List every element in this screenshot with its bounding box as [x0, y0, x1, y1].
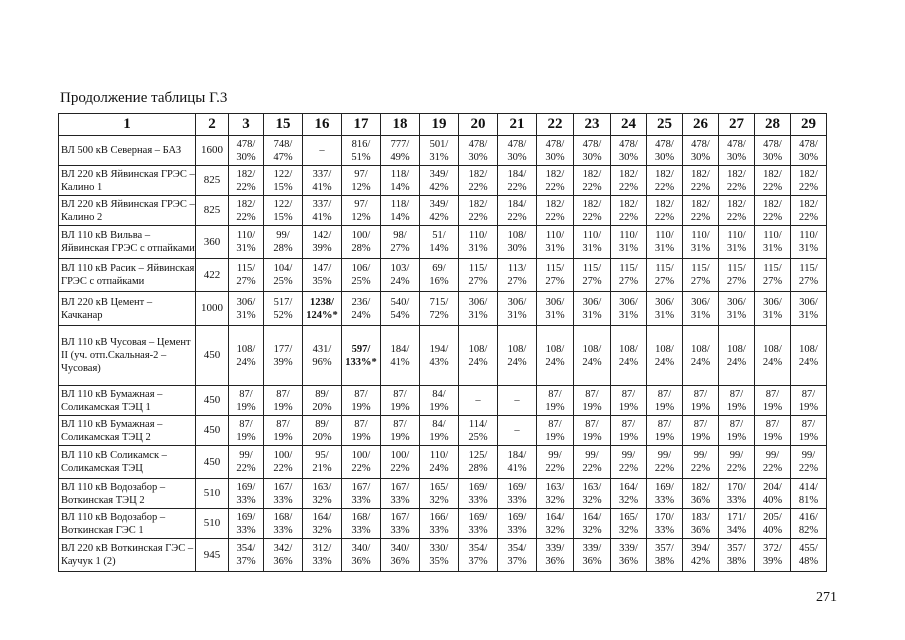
line-length-cell: 825: [196, 166, 229, 196]
load-cell: 431/ 96%: [303, 326, 342, 386]
load-cell: 118/ 14%: [381, 196, 420, 226]
load-cell: 330/ 35%: [420, 539, 459, 572]
load-cell: 164/ 32%: [574, 509, 611, 539]
line-length-cell: 450: [196, 416, 229, 446]
load-cell: –: [459, 386, 498, 416]
load-cell: 115/ 27%: [611, 259, 647, 292]
load-cell: 171/ 34%: [719, 509, 755, 539]
load-cell: 87/ 19%: [719, 386, 755, 416]
column-header: 20: [459, 114, 498, 136]
load-cell: 142/ 39%: [303, 226, 342, 259]
load-cell: 478/ 30%: [647, 136, 683, 166]
load-cell: 87/ 19%: [537, 416, 574, 446]
line-length-cell: 510: [196, 479, 229, 509]
load-cell: 87/ 19%: [574, 386, 611, 416]
load-cell: 169/ 33%: [229, 509, 264, 539]
load-cell: 478/ 30%: [719, 136, 755, 166]
load-cell: 100/ 22%: [264, 446, 303, 479]
load-cell: 110/ 24%: [420, 446, 459, 479]
line-name-cell: ВЛ 110 кВ Бумажная – Соликамская ТЭЦ 1: [59, 386, 196, 416]
load-cell: 357/ 38%: [647, 539, 683, 572]
load-cell: 99/ 22%: [229, 446, 264, 479]
load-cell: 87/ 19%: [755, 386, 791, 416]
load-cell: –: [498, 416, 537, 446]
load-cell: 108/ 24%: [537, 326, 574, 386]
load-cell: 339/ 36%: [537, 539, 574, 572]
load-cell: 87/ 19%: [574, 416, 611, 446]
load-cell: 748/ 47%: [264, 136, 303, 166]
load-cell: 478/ 30%: [537, 136, 574, 166]
load-cell: 87/ 19%: [647, 416, 683, 446]
load-cell: 306/ 31%: [791, 292, 827, 326]
load-cell: 87/ 19%: [342, 416, 381, 446]
column-header: 2: [196, 114, 229, 136]
load-cell: 87/ 19%: [791, 416, 827, 446]
load-cell: 108/ 24%: [574, 326, 611, 386]
load-cell: 354/ 37%: [459, 539, 498, 572]
table-row: [59, 509, 827, 539]
load-cell: 182/ 22%: [755, 196, 791, 226]
column-header: 17: [342, 114, 381, 136]
load-cell: 182/ 22%: [459, 196, 498, 226]
line-length-cell: 450: [196, 386, 229, 416]
load-cell: 163/ 32%: [574, 479, 611, 509]
load-cell: 164/ 32%: [303, 509, 342, 539]
load-cell: 97/ 12%: [342, 166, 381, 196]
load-cell: 184/ 41%: [381, 326, 420, 386]
line-name-cell: ВЛ 220 кВ Цемент – Качканар: [59, 292, 196, 326]
load-cell: 167/ 33%: [381, 509, 420, 539]
load-cell: 182/ 22%: [574, 196, 611, 226]
load-cell: 165/ 32%: [611, 509, 647, 539]
load-cell: 170/ 33%: [647, 509, 683, 539]
table-row: [59, 539, 827, 572]
load-cell: 337/ 41%: [303, 196, 342, 226]
line-name-cell: ВЛ 220 кВ Воткинская ГЭС – Каучук 1 (2): [59, 539, 196, 572]
load-cell: 164/ 32%: [611, 479, 647, 509]
table-caption: Продолжение таблицы Г.3: [60, 90, 228, 106]
load-cell: 816/ 51%: [342, 136, 381, 166]
load-cell: 501/ 31%: [420, 136, 459, 166]
load-cell: 182/ 22%: [537, 166, 574, 196]
line-length-cell: 510: [196, 509, 229, 539]
load-cell: 108/ 24%: [647, 326, 683, 386]
load-cell: 183/ 36%: [683, 509, 719, 539]
load-cell: 99/ 28%: [264, 226, 303, 259]
column-header: 3: [229, 114, 264, 136]
load-cell: 99/ 22%: [791, 446, 827, 479]
load-cell: 108/ 24%: [229, 326, 264, 386]
load-cell: 342/ 36%: [264, 539, 303, 572]
load-cell: 84/ 19%: [420, 386, 459, 416]
table-row: [59, 479, 827, 509]
load-cell: 110/ 31%: [459, 226, 498, 259]
load-cell: 777/ 49%: [381, 136, 420, 166]
load-cell: 87/ 19%: [647, 386, 683, 416]
load-cell: 87/ 19%: [229, 386, 264, 416]
load-cell: 108/ 24%: [611, 326, 647, 386]
load-cell: 122/ 15%: [264, 196, 303, 226]
load-cell: 357/ 38%: [719, 539, 755, 572]
load-cell: 115/ 27%: [683, 259, 719, 292]
line-name-cell: ВЛ 220 кВ Яйвинская ГРЭС – Калино 1: [59, 166, 196, 196]
load-cell: 236/ 24%: [342, 292, 381, 326]
load-cell: 478/ 30%: [459, 136, 498, 166]
column-header: 27: [719, 114, 755, 136]
load-cell: 108/ 24%: [755, 326, 791, 386]
line-name-cell: ВЛ 110 кВ Расик – Яйвинская ГРЭС с отпайками: [59, 259, 196, 292]
header-row: [59, 114, 827, 136]
load-cell: 204/ 40%: [755, 479, 791, 509]
column-header: 24: [611, 114, 647, 136]
load-cell: 167/ 33%: [264, 479, 303, 509]
table-row: [59, 226, 827, 259]
load-cell: 478/ 30%: [755, 136, 791, 166]
load-cell: 89/ 20%: [303, 386, 342, 416]
load-cell: 169/ 33%: [229, 479, 264, 509]
load-cell: 517/ 52%: [264, 292, 303, 326]
load-cell: 182/ 22%: [611, 166, 647, 196]
line-length-cell: 422: [196, 259, 229, 292]
load-cell: 87/ 19%: [611, 386, 647, 416]
load-cell: 182/ 22%: [683, 166, 719, 196]
load-cell: 414/ 81%: [791, 479, 827, 509]
line-name-cell: ВЛ 500 кВ Северная – БАЗ: [59, 136, 196, 166]
load-cell: 99/ 22%: [574, 446, 611, 479]
data-table: [58, 113, 827, 572]
load-cell: 306/ 31%: [574, 292, 611, 326]
load-cell: 125/ 28%: [459, 446, 498, 479]
line-name-cell: ВЛ 110 кВ Водозабор – Воткинская ГЭС 1: [59, 509, 196, 539]
load-cell: 182/ 22%: [229, 166, 264, 196]
load-cell: 1238/ 124%*: [303, 292, 342, 326]
table-row: [59, 136, 827, 166]
load-cell: 115/ 27%: [537, 259, 574, 292]
load-cell: 114/ 25%: [459, 416, 498, 446]
load-cell: 99/ 22%: [611, 446, 647, 479]
load-cell: 51/ 14%: [420, 226, 459, 259]
load-cell: 110/ 31%: [719, 226, 755, 259]
load-cell: 87/ 19%: [264, 386, 303, 416]
load-cell: 110/ 31%: [611, 226, 647, 259]
load-cell: 115/ 27%: [719, 259, 755, 292]
line-length-cell: 360: [196, 226, 229, 259]
load-cell: –: [303, 136, 342, 166]
load-cell: 118/ 14%: [381, 166, 420, 196]
load-cell: 340/ 36%: [342, 539, 381, 572]
load-cell: 163/ 32%: [303, 479, 342, 509]
load-cell: 87/ 19%: [791, 386, 827, 416]
load-cell: 478/ 30%: [683, 136, 719, 166]
load-cell: 597/ 133%*: [342, 326, 381, 386]
load-cell: 108/ 24%: [791, 326, 827, 386]
load-cell: 182/ 22%: [791, 196, 827, 226]
load-cell: 165/ 32%: [420, 479, 459, 509]
load-cell: 306/ 31%: [647, 292, 683, 326]
load-cell: 182/ 22%: [537, 196, 574, 226]
load-cell: 115/ 27%: [791, 259, 827, 292]
load-cell: 99/ 22%: [683, 446, 719, 479]
column-header: 25: [647, 114, 683, 136]
line-length-cell: 450: [196, 326, 229, 386]
load-cell: 108/ 24%: [719, 326, 755, 386]
load-cell: 170/ 33%: [719, 479, 755, 509]
load-cell: 340/ 36%: [381, 539, 420, 572]
table-row: [59, 166, 827, 196]
load-cell: 182/ 22%: [574, 166, 611, 196]
load-cell: 478/ 30%: [791, 136, 827, 166]
column-header: 22: [537, 114, 574, 136]
load-cell: 100/ 28%: [342, 226, 381, 259]
load-cell: 87/ 19%: [537, 386, 574, 416]
load-cell: 194/ 43%: [420, 326, 459, 386]
load-cell: 306/ 31%: [719, 292, 755, 326]
load-cell: 478/ 30%: [498, 136, 537, 166]
load-cell: 339/ 36%: [611, 539, 647, 572]
load-cell: 169/ 33%: [498, 509, 537, 539]
load-cell: 99/ 22%: [537, 446, 574, 479]
load-cell: 167/ 33%: [381, 479, 420, 509]
load-cell: 108/ 24%: [498, 326, 537, 386]
load-cell: 113/ 27%: [498, 259, 537, 292]
load-cell: 122/ 15%: [264, 166, 303, 196]
load-cell: 89/ 20%: [303, 416, 342, 446]
table-row: [59, 259, 827, 292]
load-cell: 87/ 19%: [611, 416, 647, 446]
load-cell: 455/ 48%: [791, 539, 827, 572]
load-cell: 182/ 22%: [229, 196, 264, 226]
load-cell: 182/ 22%: [719, 166, 755, 196]
table-row: [59, 446, 827, 479]
load-cell: 715/ 72%: [420, 292, 459, 326]
load-cell: 169/ 33%: [647, 479, 683, 509]
line-name-cell: ВЛ 110 кВ Соликамск – Соликамская ТЭЦ: [59, 446, 196, 479]
line-name-cell: ВЛ 110 кВ Чусовая – Цемент II (уч. отп.Скальная-2 – Чусовая): [59, 326, 196, 386]
load-cell: 97/ 12%: [342, 196, 381, 226]
load-cell: 106/ 25%: [342, 259, 381, 292]
load-cell: 110/ 31%: [229, 226, 264, 259]
load-cell: 110/ 31%: [791, 226, 827, 259]
load-cell: 182/ 22%: [683, 196, 719, 226]
load-cell: 184/ 22%: [498, 166, 537, 196]
load-cell: 306/ 31%: [498, 292, 537, 326]
load-cell: 87/ 19%: [381, 416, 420, 446]
load-cell: 306/ 31%: [459, 292, 498, 326]
load-cell: 110/ 31%: [683, 226, 719, 259]
load-cell: 95/ 21%: [303, 446, 342, 479]
load-cell: 169/ 33%: [459, 509, 498, 539]
load-cell: 99/ 22%: [719, 446, 755, 479]
load-cell: 115/ 27%: [647, 259, 683, 292]
column-header: 26: [683, 114, 719, 136]
load-cell: 312/ 33%: [303, 539, 342, 572]
load-cell: 182/ 22%: [459, 166, 498, 196]
column-header: 15: [264, 114, 303, 136]
load-cell: 167/ 33%: [342, 479, 381, 509]
load-cell: 182/ 36%: [683, 479, 719, 509]
load-cell: 87/ 19%: [381, 386, 420, 416]
load-cell: 306/ 31%: [611, 292, 647, 326]
load-cell: 169/ 33%: [498, 479, 537, 509]
load-cell: 478/ 30%: [229, 136, 264, 166]
line-length-cell: 825: [196, 196, 229, 226]
load-cell: 99/ 22%: [755, 446, 791, 479]
load-cell: 110/ 31%: [647, 226, 683, 259]
load-cell: 84/ 19%: [420, 416, 459, 446]
load-cell: 87/ 19%: [342, 386, 381, 416]
load-cell: 416/ 82%: [791, 509, 827, 539]
load-cell: 337/ 41%: [303, 166, 342, 196]
load-cell: 87/ 19%: [264, 416, 303, 446]
load-cell: 169/ 33%: [459, 479, 498, 509]
load-cell: 100/ 22%: [342, 446, 381, 479]
load-cell: 478/ 30%: [574, 136, 611, 166]
column-header: 16: [303, 114, 342, 136]
load-cell: 69/ 16%: [420, 259, 459, 292]
load-cell: 163/ 32%: [537, 479, 574, 509]
line-name-cell: ВЛ 220 кВ Яйвинская ГРЭС – Калино 2: [59, 196, 196, 226]
load-cell: 306/ 31%: [229, 292, 264, 326]
load-cell: 108/ 24%: [683, 326, 719, 386]
load-cell: 87/ 19%: [719, 416, 755, 446]
load-cell: 205/ 40%: [755, 509, 791, 539]
line-name-cell: ВЛ 110 кВ Водозабор – Воткинская ТЭЦ 2: [59, 479, 196, 509]
column-header: 28: [755, 114, 791, 136]
load-cell: 166/ 33%: [420, 509, 459, 539]
line-length-cell: 1000: [196, 292, 229, 326]
column-header: 1: [59, 114, 196, 136]
load-cell: 177/ 39%: [264, 326, 303, 386]
load-cell: 87/ 19%: [683, 416, 719, 446]
load-cell: 349/ 42%: [420, 196, 459, 226]
table-row: [59, 292, 827, 326]
line-length-cell: 450: [196, 446, 229, 479]
page-number: 271: [816, 590, 837, 605]
load-cell: 104/ 25%: [264, 259, 303, 292]
load-cell: 100/ 22%: [381, 446, 420, 479]
table-row: [59, 196, 827, 226]
load-cell: 354/ 37%: [229, 539, 264, 572]
column-header: 21: [498, 114, 537, 136]
load-cell: 87/ 19%: [229, 416, 264, 446]
column-header: 23: [574, 114, 611, 136]
load-cell: 478/ 30%: [611, 136, 647, 166]
load-cell: 108/ 30%: [498, 226, 537, 259]
load-cell: 306/ 31%: [537, 292, 574, 326]
load-cell: 98/ 27%: [381, 226, 420, 259]
load-cell: 306/ 31%: [755, 292, 791, 326]
load-cell: 182/ 22%: [719, 196, 755, 226]
load-cell: 147/ 35%: [303, 259, 342, 292]
load-cell: 306/ 31%: [683, 292, 719, 326]
load-cell: 87/ 19%: [755, 416, 791, 446]
load-cell: 349/ 42%: [420, 166, 459, 196]
column-header: 19: [420, 114, 459, 136]
load-cell: 182/ 22%: [755, 166, 791, 196]
load-cell: 115/ 27%: [574, 259, 611, 292]
load-cell: 108/ 24%: [459, 326, 498, 386]
load-cell: 99/ 22%: [647, 446, 683, 479]
load-cell: 182/ 22%: [791, 166, 827, 196]
load-cell: 110/ 31%: [755, 226, 791, 259]
table-row: [59, 416, 827, 446]
line-length-cell: 945: [196, 539, 229, 572]
line-name-cell: ВЛ 110 кВ Бумажная – Соликамская ТЭЦ 2: [59, 416, 196, 446]
load-cell: 164/ 32%: [537, 509, 574, 539]
load-cell: 354/ 37%: [498, 539, 537, 572]
load-cell: 103/ 24%: [381, 259, 420, 292]
load-cell: 115/ 27%: [755, 259, 791, 292]
load-cell: 182/ 22%: [611, 196, 647, 226]
load-cell: 339/ 36%: [574, 539, 611, 572]
load-cell: 182/ 22%: [647, 166, 683, 196]
load-cell: 168/ 33%: [342, 509, 381, 539]
table-row: [59, 386, 827, 416]
table-row: [59, 326, 827, 386]
column-header: 29: [791, 114, 827, 136]
load-cell: 115/ 27%: [229, 259, 264, 292]
line-name-cell: ВЛ 110 кВ Вильва – Яйвинская ГРЭС с отпайками: [59, 226, 196, 259]
line-length-cell: 1600: [196, 136, 229, 166]
load-cell: 110/ 31%: [574, 226, 611, 259]
load-cell: 184/ 22%: [498, 196, 537, 226]
load-cell: 372/ 39%: [755, 539, 791, 572]
load-cell: 394/ 42%: [683, 539, 719, 572]
load-cell: 110/ 31%: [537, 226, 574, 259]
load-cell: 115/ 27%: [459, 259, 498, 292]
load-cell: 168/ 33%: [264, 509, 303, 539]
column-header: 18: [381, 114, 420, 136]
load-cell: 87/ 19%: [683, 386, 719, 416]
load-cell: –: [498, 386, 537, 416]
load-cell: 182/ 22%: [647, 196, 683, 226]
load-cell: 540/ 54%: [381, 292, 420, 326]
load-cell: 184/ 41%: [498, 446, 537, 479]
